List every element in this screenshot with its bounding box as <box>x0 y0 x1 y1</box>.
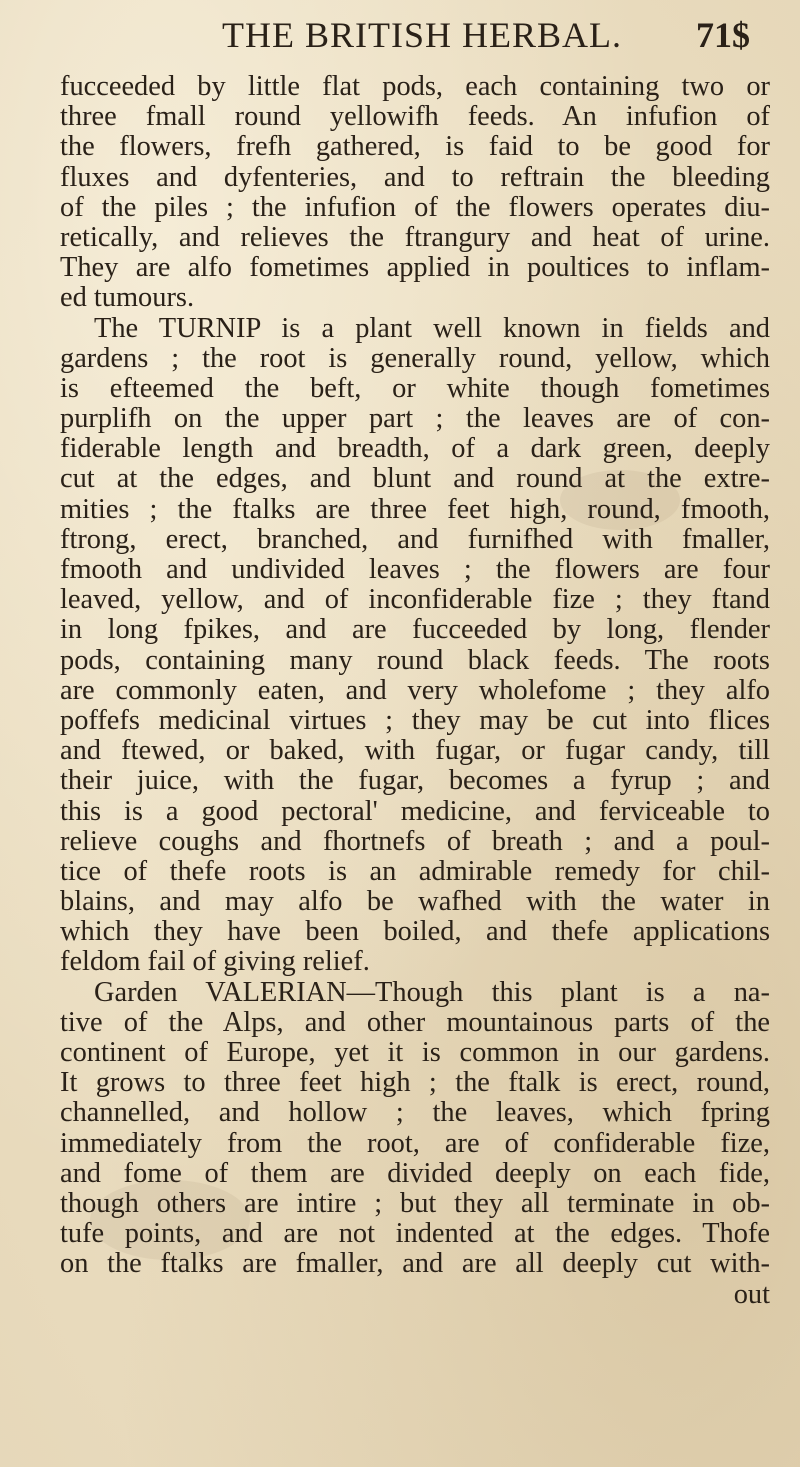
text-line: is efteemed the beft, or white though fometimes <box>60 373 770 404</box>
text-line: feldom fail of giving relief. <box>60 947 370 978</box>
text-line: pods, containing many round black feeds. The roots <box>60 645 770 676</box>
text-line: of the piles ; the infufion of the flowers operates diu- <box>60 192 770 223</box>
text-line: It grows to three feet high ; the ftalk is erect, round, <box>60 1068 770 1099</box>
text-line: their juice, with the fugar, becomes a fyrup ; and <box>60 766 770 797</box>
catchword: out <box>733 1279 770 1310</box>
text-line: channelled, and hollow ; the leaves, which fpring <box>60 1098 770 1129</box>
text-line: the flowers, frefh gathered, is faid to be good for <box>60 132 770 163</box>
text-line: in long fpikes, and are fucceeded by long, flender <box>60 615 770 646</box>
text-line: immediately from the root, are of confiderable fize, <box>60 1128 770 1159</box>
text-line: which they have been boiled, and thefe applications <box>60 917 770 948</box>
text-line: tufe points, and are not indented at the edges. Thofe <box>60 1219 770 1250</box>
page-number: 71$ <box>696 15 750 55</box>
text-line: relieve coughs and fhortnefs of breath ; and a poul- <box>60 826 770 857</box>
text-line: and ftewed, or baked, with fugar, or fugar candy, till <box>60 736 770 767</box>
text-line: The TURNIP is a plant well known in fields and <box>94 313 770 344</box>
body-text <box>60 72 770 1310</box>
text-line: tive of the Alps, and other mountainous parts of the <box>60 1007 770 1038</box>
text-line: fmooth and undivided leaves ; the flowers are four <box>60 555 770 585</box>
text-line: three fmall round yellowifh feeds. An infufion of <box>60 102 770 133</box>
running-head: THE BRITISH HERBAL. <box>222 15 622 55</box>
text-line: on the ftalks are fmaller, and are all deeply cut with- <box>60 1249 770 1280</box>
text-line: are commonly eaten, and very wholefome ; they alfo <box>60 675 770 706</box>
text-line: though others are intire ; but they all terminate in ob- <box>60 1188 770 1219</box>
text-line: ftrong, erect, branched, and furnifhed with fmaller, <box>60 524 770 555</box>
text-line: poffefs medicinal virtues ; they may be cut into flices <box>60 705 770 736</box>
text-line: retically, and relieves the ftrangury and heat of urine. <box>60 222 770 253</box>
text-line: and fome of them are divided deeply on each fide, <box>60 1158 770 1189</box>
text-line: They are alfo fometimes applied in poultices to inflam- <box>60 253 770 284</box>
text-line: cut at the edges, and blunt and round at the extre- <box>60 464 770 495</box>
text-line: blains, and may alfo be wafhed with the water in <box>60 887 770 918</box>
text-line: ed tumours. <box>60 283 195 314</box>
text-line: gardens ; the root is generally round, yellow, which <box>60 343 770 374</box>
text-line: fluxes and dyfenteries, and to reftrain the bleeding <box>60 162 770 193</box>
text-line: fiderable length and breadth, of a dark green, deeply <box>60 434 770 465</box>
text-line: leaved, yellow, and of inconfiderable fize ; they ftand <box>60 585 770 616</box>
text-line: this is a good pectoral' medicine, and ferviceable to <box>60 796 770 827</box>
text-line: Garden VALERIAN—Though this plant is a na- <box>94 977 770 1008</box>
text-line: tice of thefe roots is an admirable remedy for chil- <box>60 856 770 887</box>
text-line: fucceeded by little flat pods, each containing two or <box>60 72 770 102</box>
text-line: continent of Europe, yet it is common in our gardens. <box>60 1038 770 1068</box>
page-header <box>0 10 800 68</box>
text-line: purplifh on the upper part ; the leaves are of con- <box>60 404 770 435</box>
text-line: mities ; the ftalks are three feet high, round, fmooth, <box>60 494 770 525</box>
